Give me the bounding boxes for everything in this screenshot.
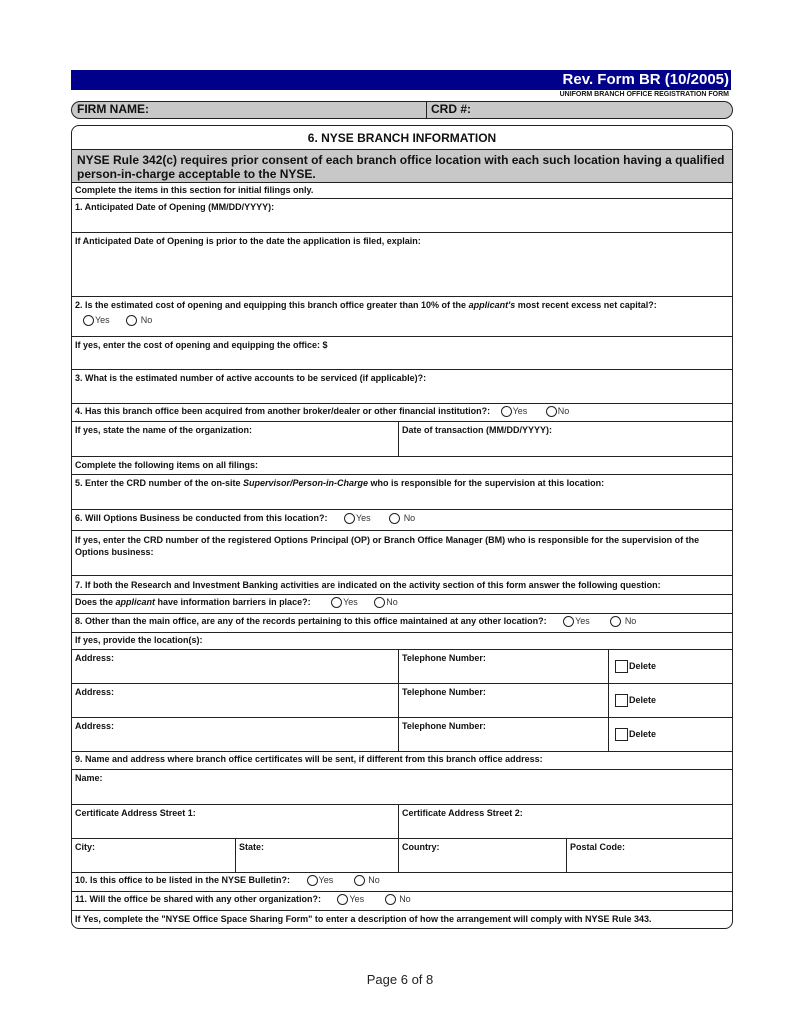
address-field[interactable] [72,650,398,683]
q2-cost-label: If yes, enter the cost of opening and equipping the office: $ [75,340,328,350]
q6-label: 6. Will Options Business be conducted from this location?: [75,513,328,523]
q8-row [72,614,732,633]
q8-locations-label: If yes, provide the location(s): [75,635,203,645]
q6-no-radio[interactable]: No [389,513,415,524]
q2-label: 2. Is the estimated cost of opening and equipping this branch office greater than 10% of the applicant's most recent excess net capital?: [75,300,657,310]
telephone-field[interactable] [398,650,608,683]
telephone-field[interactable] [398,684,608,717]
q11-no-radio[interactable]: No [385,894,411,905]
q9-row [72,752,732,770]
q4-label: 4. Has this branch office been acquired from another broker/dealer or other financial institution?: [75,406,491,416]
all-filings-note-row [72,457,732,475]
checkbox-icon [615,694,628,707]
q6-crd-label: If yes, enter the CRD number of the registered Options Principal (OP) or Branch Office Manager (BM) who is responsible for the supervision of the Options business: [75,535,700,557]
country-field[interactable] [398,839,566,872]
delete-cell [608,650,732,683]
street1-label: Certificate Address Street 1: [75,808,196,818]
radio-circle-icon [374,597,385,608]
telephone-label: Telephone Number: [402,653,486,663]
q7-no-radio[interactable]: No [374,597,398,608]
radio-circle-icon [563,616,574,627]
q10-label: 10. Is this office to be listed in the NYSE Bulletin?: [75,875,291,885]
radio-circle-icon [385,894,396,905]
telephone-label: Telephone Number: [402,721,486,731]
street1-field[interactable] [72,805,398,838]
q7-sub-row [72,595,732,614]
q2-yes-radio[interactable]: Yes [83,315,110,326]
radio-circle-icon [344,513,355,524]
q8-no-radio[interactable]: No [610,616,636,627]
q9-name-label: Name: [75,773,103,783]
delete-checkbox[interactable]: Delete [615,694,656,707]
q11-yes-radio[interactable]: Yes [337,894,364,905]
postal-code-label: Postal Code: [570,842,626,852]
q5-label: 5. Enter the CRD number of the on-site Supervisor/Person-in-Charge who is responsible for the supervision at this location: [75,478,605,488]
section-title: 6. NYSE BRANCH INFORMATION [72,126,732,150]
delete-cell [608,718,732,751]
divider [426,102,427,118]
q1-explain-row[interactable] [72,233,732,297]
radio-circle-icon [546,406,557,417]
page-number: Page 6 of 8 [366,972,434,987]
q11-note: If Yes, complete the "NYSE Office Space Sharing Form" to enter a description of how the arrangement will comply with NYSE Rule 343. [75,914,652,924]
delete-checkbox[interactable]: Delete [615,728,656,741]
radio-circle-icon [331,597,342,608]
checkbox-icon [615,728,628,741]
q8-label: 8. Other than the main office, are any of the records pertaining to this office maintained at any other location?: [75,616,547,626]
radio-circle-icon [501,406,512,417]
initial-only-note-row [72,183,732,199]
q6-row [72,510,732,531]
q7-yes-radio[interactable]: Yes [331,597,358,608]
q4-row [72,404,732,422]
q4-org-label: If yes, state the name of the organization: [75,425,253,435]
city-label: City: [75,842,95,852]
radio-circle-icon [337,894,348,905]
checkbox-icon [615,660,628,673]
country-label: Country: [402,842,440,852]
q8-yes-radio[interactable]: Yes [563,616,590,627]
location-row [72,650,732,684]
delete-checkbox[interactable]: Delete [615,660,656,673]
q1-explain-label: If Anticipated Date of Opening is prior to the date the application is filed, explain: [75,236,421,246]
form-title-bar [71,70,731,90]
nyse-branch-section [71,125,733,929]
address-label: Address: [75,653,115,663]
initial-only-note: Complete the items in this section for initial filings only. [75,185,314,195]
street2-label: Certificate Address Street 2: [402,808,523,818]
state-label: State: [239,842,265,852]
q2-row [72,297,732,337]
street2-field[interactable] [398,805,732,838]
delete-cell [608,684,732,717]
q10-row [72,873,732,892]
q8-locations-row [72,633,732,650]
q1-label: 1. Anticipated Date of Opening (MM/DD/YYYY): [75,202,275,212]
telephone-label: Telephone Number: [402,687,486,697]
q4-no-radio[interactable]: No [546,406,570,417]
q4-date-label: Date of transaction (MM/DD/YYYY): [402,425,553,435]
q3-row[interactable] [72,370,732,404]
state-field[interactable] [235,839,398,872]
location-row [72,684,732,718]
q9-street-row [72,805,732,839]
q3-label: 3. What is the estimated number of active accounts to be serviced (if applicable)?: [75,373,427,383]
q10-no-radio[interactable]: No [354,875,380,886]
q9-name-row[interactable] [72,770,732,805]
q4-detail-row [72,422,732,457]
radio-circle-icon [610,616,621,627]
address-field[interactable] [72,718,398,751]
q7-row [72,576,732,595]
radio-circle-icon [354,875,365,886]
q11-label: 11. Will the office be shared with any other organization?: [75,894,321,904]
all-filings-note: Complete the following items on all filings: [75,460,259,470]
address-label: Address: [75,687,115,697]
radio-circle-icon [83,315,94,326]
q2-no-radio[interactable]: No [126,315,152,326]
city-field[interactable] [72,839,235,872]
address-label: Address: [75,721,115,731]
crd-label: CRD #: [431,102,472,116]
radio-circle-icon [389,513,400,524]
q11-row [72,892,732,911]
form-subtitle: UNIFORM BRANCH OFFICE REGISTRATION FORM [559,91,729,98]
q9-city-row [72,839,732,873]
q6-yes-radio[interactable]: Yes [344,513,371,524]
q11-note-row [72,911,732,929]
q4-org-field[interactable] [72,422,398,456]
q10-yes-radio[interactable]: Yes [307,875,334,886]
rule-note: NYSE Rule 342(c) requires prior consent of each branch office location with each such location having a qualified person-in-charge acceptable to the NYSE. [72,150,732,183]
q6-crd-row[interactable] [72,531,732,576]
q4-date-field[interactable] [398,422,732,456]
radio-circle-icon [126,315,137,326]
q5-row[interactable] [72,475,732,510]
q9-label: 9. Name and address where branch office certificates will be sent, if different from this branch office address: [75,754,543,764]
location-row [72,718,732,752]
telephone-field[interactable] [398,718,608,751]
radio-circle-icon [307,875,318,886]
q1-row[interactable] [72,199,732,233]
q7-sub-label: Does the applicant have information barriers in place?: [75,597,311,607]
q2-cost-row[interactable] [72,337,732,370]
q7-label: 7. If both the Research and Investment Banking activities are indicated on the activity section of this form answer the following question: [75,580,661,590]
q4-yes-radio[interactable]: Yes [501,406,528,417]
address-field[interactable] [72,684,398,717]
firm-name-bar [71,101,733,119]
postal-code-field[interactable] [566,839,732,872]
firm-name-label: FIRM NAME: [77,102,149,116]
form-title: Rev. Form BR (10/2005) [562,71,729,88]
